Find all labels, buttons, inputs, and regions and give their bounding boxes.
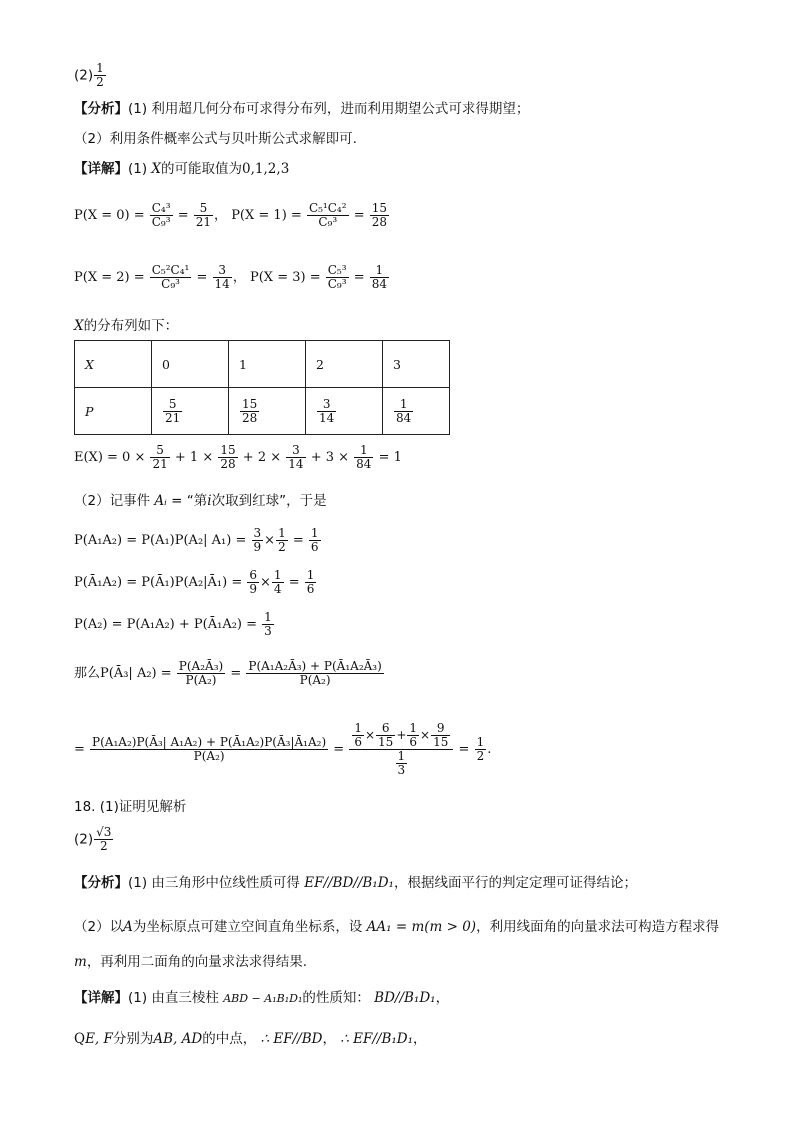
denominator: P(A₂) (193, 749, 225, 763)
fraction (262, 611, 274, 638)
detail-text: ， (413, 1031, 427, 1047)
operator: + 2 × (242, 450, 282, 465)
fraction (370, 264, 389, 291)
numerator: 15 (371, 201, 388, 215)
fraction (407, 722, 419, 749)
eq-lhs: P(Ā₁A₂) = P(Ā₁)P(A₂|Ā₁) = (74, 575, 243, 590)
prob-eq-line2 (74, 264, 390, 291)
detail1-line (74, 160, 289, 178)
analysis2-line1 (74, 874, 637, 892)
prob-eq-line1 (74, 202, 390, 229)
analysis1-line2 (74, 130, 357, 148)
denominator: C₉³ (161, 277, 180, 291)
variable: X (151, 161, 162, 177)
denominator: 4 (273, 582, 282, 596)
numerator (349, 722, 453, 750)
detail-text: (1) (128, 161, 148, 177)
analysis2-line2 (74, 918, 719, 936)
operator: + (396, 728, 407, 742)
numerator: 1 (409, 721, 418, 735)
prefix-text: 那么 (74, 666, 101, 681)
analysis-text: （2）以 (74, 919, 124, 935)
fraction (354, 444, 373, 471)
math-expr: ∴ EF//BD (260, 1031, 323, 1047)
denominator: 14 (288, 457, 304, 471)
detail2-line1 (74, 989, 449, 1008)
cond-eq-1 (74, 527, 322, 554)
denominator: 3 (264, 624, 272, 638)
fraction (286, 444, 305, 471)
numerator: P(A₁A₂)P(Ā₃| A₁A₂) + P(Ā₁A₂)P(Ā₃|Ā₁A₂) (92, 735, 327, 749)
numerator: C₅³ (327, 263, 347, 277)
denominator: 14 (214, 277, 230, 291)
operator: × (260, 575, 271, 590)
dist-title-text: 的分布列如下： (83, 318, 179, 334)
math-expr: ABD − A₁B₁D₁ (223, 992, 303, 1005)
fraction (475, 736, 487, 763)
numerator: 3 (253, 526, 262, 540)
fraction (326, 264, 349, 291)
numerator: 1 (310, 526, 319, 540)
operator: + 3 × (310, 450, 350, 465)
denominator: 9 (249, 582, 258, 596)
table-cell (306, 388, 383, 435)
denominator: 15 (378, 735, 394, 749)
denominator: 3 (397, 763, 406, 777)
denominator: 28 (242, 410, 258, 425)
fraction (252, 527, 264, 554)
denominator: 84 (356, 457, 372, 471)
fraction (213, 264, 232, 291)
fraction (307, 202, 349, 229)
equals: = (288, 575, 300, 590)
table-cell: 0 (152, 341, 229, 388)
bayes-line-1 (74, 660, 385, 687)
fraction (94, 826, 113, 853)
equals: = (292, 533, 304, 548)
equals: = (177, 208, 189, 223)
fraction (150, 202, 173, 229)
eq-lhs: P(A₂) = P(A₁A₂) + P(Ā₁A₂) = (74, 617, 258, 632)
denominator: 6 (409, 735, 418, 749)
fraction (150, 264, 192, 291)
denominator: 21 (152, 457, 168, 471)
denominator: 2 (278, 540, 286, 554)
analysis-text: (1) 利用超几何分布可求得分布列，进而利用期望公式可求得期望； (128, 101, 530, 117)
variable: X (74, 318, 84, 334)
separator: ， (232, 270, 246, 285)
denominator: C₉³ (318, 215, 338, 229)
fraction (177, 660, 225, 687)
part2-label: (2) (74, 67, 94, 84)
operator: × (264, 533, 276, 548)
denominator: 2 (476, 749, 485, 763)
expectation-line (74, 444, 402, 471)
fraction (247, 569, 259, 596)
part2-answer-line (74, 62, 107, 89)
cond-eq-2 (74, 569, 317, 596)
numerator: 1 (354, 444, 373, 458)
operator: × (420, 728, 431, 742)
denominator: 14 (319, 410, 335, 425)
numerator: P(A₁A₂Ā₃) + P(Ā₁A₂Ā₃) (248, 659, 382, 673)
analysis-text: （2）利用条件概率公式与贝叶斯公式求解即可. (74, 131, 357, 147)
denominator: 2 (96, 75, 104, 89)
math-symbol: A (123, 919, 133, 935)
q18-part2 (74, 826, 114, 853)
detail-text: ， (322, 1031, 336, 1047)
compound-fraction (349, 722, 453, 777)
cond-eq-3 (74, 611, 275, 638)
table-cell: X (75, 341, 152, 388)
detail-tag: 【详解】 (74, 990, 128, 1006)
numerator: 1 (394, 398, 413, 412)
intro-text: 次取到红球”，于是 (211, 493, 327, 509)
equals: = (458, 742, 470, 757)
eq-lhs: P(A₁A₂) = P(A₁)P(A₂| A₁) = (74, 533, 247, 548)
denominator: 6 (306, 582, 315, 596)
fraction (272, 569, 284, 596)
index-symbol: i (207, 493, 212, 509)
values: 0,1,2,3 (242, 161, 290, 177)
numerator: 5 (194, 202, 213, 216)
numerator: C₅²C₄¹ (151, 263, 190, 277)
analysis-text: 为坐标原点可建立空间直角坐标系，设 (132, 919, 363, 935)
numerator: 3 (286, 444, 305, 458)
numerator: C₄³ (151, 201, 171, 215)
detail-text: (1) 由直三棱柱 (128, 990, 219, 1006)
equals: = (353, 270, 365, 285)
operator: × (364, 728, 376, 742)
table-cell: 2 (306, 341, 383, 388)
numerator: 9 (431, 722, 450, 736)
denominator: 6 (354, 735, 362, 749)
math-expr: ∴ EF//B₁D₁ (340, 1031, 414, 1047)
numerator: 5 (163, 398, 182, 412)
numerator: 15 (242, 396, 258, 411)
fraction (218, 444, 237, 471)
distribution-table (74, 340, 450, 435)
dist-title (74, 317, 178, 335)
denominator: 21 (195, 215, 212, 229)
equals: = (196, 270, 208, 285)
denominator: 28 (220, 457, 236, 471)
denominator: 84 (371, 277, 388, 291)
analysis1-line1 (74, 100, 529, 118)
detail-tag: 【详解】 (74, 161, 128, 177)
table-row (75, 388, 450, 435)
expectation-lhs: E(X) = 0 × (74, 450, 146, 465)
numerator: 1 (264, 610, 272, 624)
result: = 1 (378, 450, 402, 465)
fraction (94, 62, 106, 89)
equals: = (230, 666, 242, 681)
prob-lhs: P(X = 2) = (74, 270, 145, 285)
fraction (396, 750, 408, 777)
intro-text: （2）记事件 (74, 493, 151, 509)
denominator: C₉³ (327, 277, 347, 291)
denominator: 9 (253, 540, 262, 554)
math-symbol: m (74, 954, 87, 970)
fraction (246, 660, 383, 687)
denominator (349, 750, 453, 777)
numerator: P(A₂Ā₃) (178, 659, 224, 673)
fraction (309, 527, 321, 554)
detail-text: ， (435, 990, 450, 1006)
detail-text: 的性质知： (302, 990, 370, 1006)
fraction (276, 527, 288, 554)
equals: = (74, 742, 85, 757)
fraction (194, 202, 213, 229)
fraction (90, 736, 328, 763)
detail2-line2 (74, 1030, 427, 1048)
fraction (317, 398, 336, 425)
numerator: 3 (317, 398, 336, 412)
numerator: 6 (376, 722, 395, 736)
numerator: C₅¹C₄² (308, 201, 347, 215)
fraction (352, 722, 364, 749)
detail-text: 分别为 (112, 1031, 154, 1047)
period: . (487, 742, 492, 757)
numerator: 1 (370, 264, 389, 278)
numerator: 1 (476, 735, 485, 749)
numerator: 1 (354, 721, 362, 735)
fraction (431, 722, 450, 749)
math-expr: BD//B₁D₁ (374, 990, 436, 1006)
operator: + 1 × (174, 450, 214, 465)
analysis-text: ，再利用二面角的向量求法求得结果. (86, 954, 308, 970)
table-cell (152, 388, 229, 435)
math-expr: AB, AD (153, 1031, 203, 1047)
table-cell: 1 (229, 341, 306, 388)
numerator: 5 (150, 444, 169, 458)
math-expr: E, F (85, 1031, 113, 1047)
equals: = (353, 208, 365, 223)
analysis2-line3 (74, 953, 307, 971)
math-expr: EF//BD//B₁D₁ (304, 875, 394, 891)
numerator: 15 (220, 443, 236, 457)
q18-head (74, 798, 186, 816)
question-head: 18. (1)证明见解析 (74, 799, 187, 815)
prob-lhs: P(X = 1) = (231, 208, 302, 223)
equals: = (333, 742, 345, 757)
detail-text: 的中点， (202, 1031, 257, 1047)
part-label: (2) (74, 831, 94, 848)
denominator: 21 (165, 410, 181, 425)
denominator: C₉³ (151, 215, 171, 229)
prob-lhs: P(X = 0) = (74, 208, 145, 223)
math-expr: AA₁ = m(m > 0) (366, 919, 477, 935)
math-symbol: Q (74, 1031, 86, 1047)
table-row (75, 341, 450, 388)
fraction (163, 398, 182, 425)
analysis-text: ，利用线面角的向量求法可构造方程求得 (476, 919, 720, 935)
denominator: 28 (371, 215, 388, 229)
part2-intro (74, 492, 327, 510)
numerator: 1 (278, 526, 286, 540)
table-cell: 3 (383, 341, 450, 388)
separator: ， (214, 208, 228, 223)
table-cell (383, 388, 450, 435)
eq-lhs: P(Ā₃| A₂) = (100, 666, 172, 681)
numerator: 1 (306, 568, 315, 582)
analysis-tag: 【分析】 (74, 875, 128, 891)
numerator: 3 (213, 264, 232, 278)
numerator: 1 (273, 568, 282, 582)
denominator: 15 (433, 735, 449, 749)
fraction (240, 398, 259, 425)
denominator: 6 (310, 540, 319, 554)
fraction (376, 722, 395, 749)
denominator: 84 (396, 410, 412, 425)
table-cell (229, 388, 306, 435)
denominator: P(A₂) (299, 673, 331, 687)
analysis-tag: 【分析】 (74, 101, 128, 117)
bayes-line-2 (74, 722, 491, 777)
event-symbol: Aᵢ (154, 493, 167, 509)
fraction (305, 569, 317, 596)
prob-lhs: P(X = 3) = (249, 270, 321, 285)
analysis-text: (1) 由三角形中位线性质可得 (128, 875, 300, 891)
fraction (394, 398, 413, 425)
denominator: P(A₂) (185, 673, 217, 687)
fraction (150, 444, 169, 471)
analysis-text: ，根据线面平行的判定定理可证得结论； (393, 875, 637, 891)
numerator: 6 (249, 568, 258, 582)
table-cell: P (75, 388, 152, 435)
detail-text: 的可能取值为 (161, 161, 243, 177)
numerator: √3 (96, 825, 112, 839)
fraction (370, 202, 389, 229)
intro-text: = “第 (171, 493, 208, 509)
numerator: 1 (397, 749, 406, 763)
denominator: 2 (99, 839, 108, 853)
numerator: 1 (96, 61, 104, 75)
